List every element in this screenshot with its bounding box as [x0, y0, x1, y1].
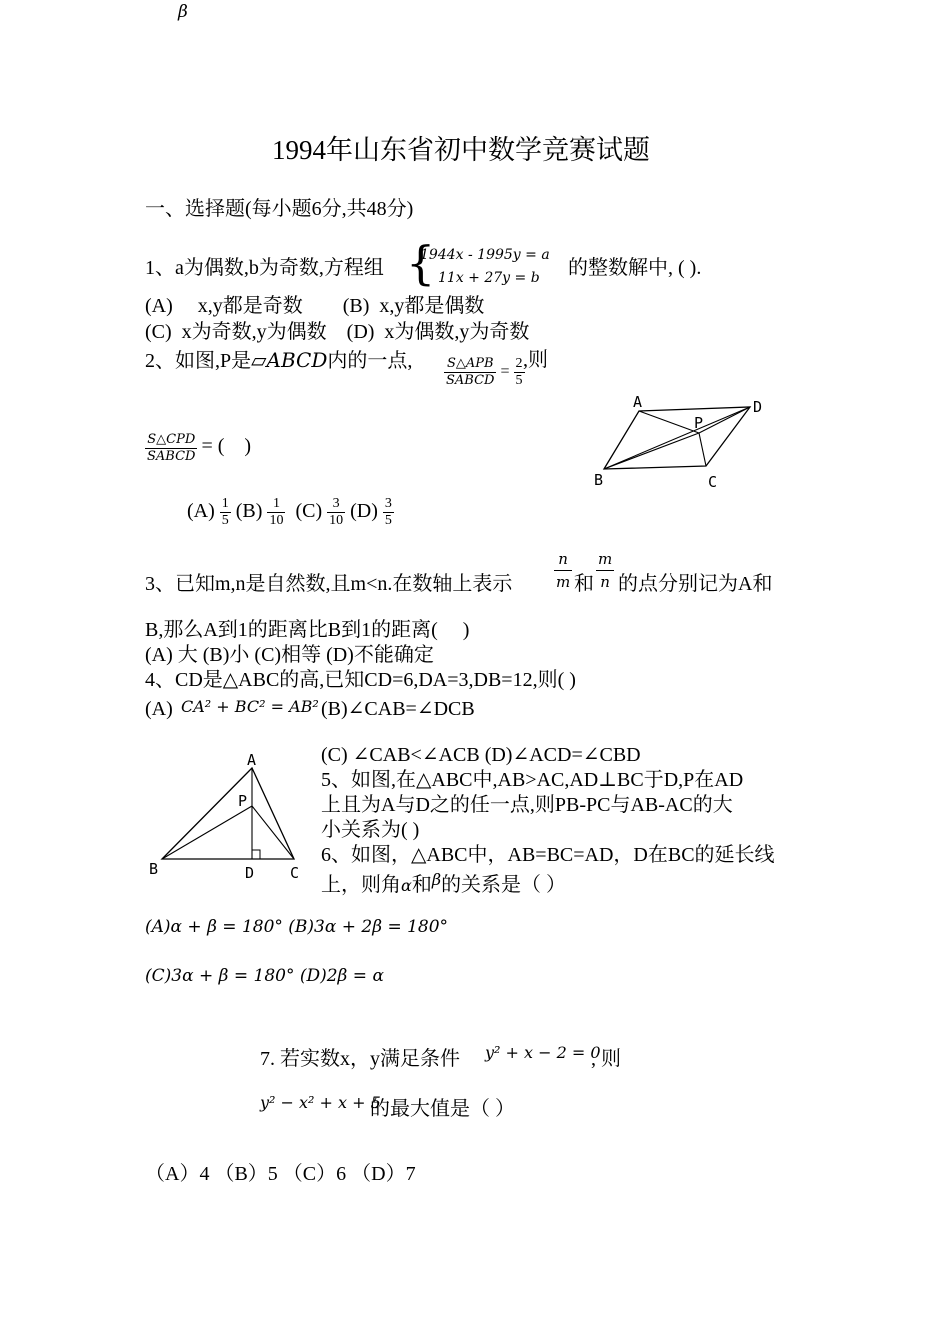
segment-cp [699, 433, 706, 466]
q4-option-a-expression: CA² + BC² = AB² [181, 697, 319, 716]
q2-question [145, 348, 412, 373]
q2-option-d-den: 5 [384, 513, 392, 528]
label-p: P [238, 792, 248, 810]
triangle-abc [162, 768, 294, 859]
q6-alpha: α [401, 876, 412, 895]
q6-line-2 [321, 870, 567, 898]
q3-f2-num: m [596, 548, 614, 571]
segment-bp [604, 433, 699, 469]
label-c: C [290, 864, 300, 882]
q2-mid: 内的一点, [327, 350, 413, 372]
q2-ratio-denominator: SABCD [446, 373, 495, 388]
q3-line-2: B,那么A到1的距离比B到1的距离( ) [145, 619, 470, 641]
q2-asked-denominator: SABCD [147, 449, 196, 464]
q1-equation-2: 11x + 27y = b [438, 270, 540, 286]
label-d: D [753, 398, 763, 416]
q1-options-cd: (C) x为奇数,y为偶数 (D) x为偶数,y为奇数 [145, 321, 530, 343]
q2-option-a-label: (A) [187, 500, 215, 523]
q5-line-2: 上且为A与D之的任一点,则PB-PC与AB-AC的大 [321, 794, 733, 816]
q2-prefix: 2、如图,P是 [145, 350, 252, 372]
q2-option-c-num: 3 [327, 496, 345, 513]
q4-question: 4、CD是△ABC的高,已知CD=6,DA=3,DB=12,则( ) [145, 669, 576, 691]
q6-options-ab: (A)α + β = 180° (B)3α + 2β = 180° [145, 917, 449, 937]
q3-f2-den: n [600, 573, 610, 591]
q2-then: ,则 [523, 349, 548, 371]
segment-ap [639, 411, 699, 433]
q5-line-3: 小关系为( ) [321, 819, 420, 841]
q2-option-b-num: 1 [267, 496, 285, 513]
q2-ratio-value-num: 2 [515, 356, 523, 371]
q6-beta: β [431, 870, 442, 889]
q2-asked-numerator: S△CPD [145, 432, 197, 449]
q3-f1-den: m [556, 573, 571, 591]
q2-option-d-label: (D) [350, 500, 378, 523]
diagonal-bd [604, 407, 750, 469]
q2-ratio-value-den: 5 [515, 373, 523, 388]
label-b: B [149, 860, 159, 878]
label-a: A [633, 393, 643, 411]
q1-options-ab: (A) x,y都是奇数 (B) x,y都是偶数 [145, 295, 485, 317]
q1-suffix: 的整数解中, ( ). [568, 257, 702, 279]
q6-line-2-a: 上，则角 [321, 874, 401, 896]
q2-option-a-num: 1 [221, 496, 229, 511]
label-c: C [708, 473, 718, 490]
label-a: A [247, 751, 257, 769]
q2-option-c-label: (C) [295, 500, 323, 523]
q6-line-2-b: 和 [411, 874, 432, 896]
q3-prefix: 3、已知m,n是自然数,且m<n.在数轴上表示 [145, 573, 513, 595]
q7-options: （A）4 （B）5 （C）6 （D）7 [145, 1163, 416, 1185]
q4-options-cd: (C) ∠CAB<∠ACB (D)∠ACD=∠CBD [321, 744, 641, 766]
segment-dp [699, 407, 750, 433]
q2-asked-rest: = ( ) [201, 435, 252, 458]
q7-line-2: 的最大值是（ ） [370, 1098, 515, 1120]
q2-parallelogram: ▱ABCD [251, 348, 328, 372]
q2-ratio-numerator: S△APB [444, 356, 496, 373]
q7-condition: y² + x − 2 = 0 [485, 1043, 601, 1062]
q2-option-b-den: 10 [269, 513, 284, 528]
q2-ratio-equals: = [500, 363, 510, 381]
q4-option-a-label: (A) [145, 698, 173, 720]
label-d: D [245, 864, 255, 882]
page-title: 1994年山东省初中数学竞赛试题 [272, 135, 650, 165]
q7-line-1-a: 7. 若实数x，y满足条件 [260, 1048, 460, 1070]
right-angle-mark [252, 850, 260, 859]
q3-and: 和 [574, 573, 594, 595]
label-p: P [694, 414, 704, 432]
q1-brace: { [406, 236, 436, 290]
q1-prefix: 1、a为偶数,b为奇数,方程组 [145, 257, 384, 279]
header-beta-symbol: β [178, 2, 188, 22]
q2-option-a-den: 5 [221, 513, 229, 528]
q7-expression: y² − x² + x + 5 [260, 1093, 381, 1112]
q2-parallelogram-figure [590, 390, 770, 490]
q2-option-d-num: 3 [384, 496, 392, 511]
q3-suffix: 的点分别记为A和 [618, 573, 773, 595]
q3-fraction-m-over-n [596, 548, 614, 593]
q3-f1-num: n [554, 548, 572, 571]
q2-option-b-label: (B) [235, 500, 263, 523]
q2-asked-ratio [145, 432, 251, 465]
q2-given-ratio [444, 356, 525, 389]
q6-options-cd: (C)3α + β = 180° (D)2β = α [145, 966, 384, 986]
q3-options: (A) 大 (B)小 (C)相等 (D)不能确定 [145, 644, 434, 666]
q6-line-2-c: 的关系是（ ） [441, 874, 567, 896]
q4-option-b: (B)∠CAB=∠DCB [321, 698, 475, 720]
q5-triangle-figure [145, 748, 315, 888]
q2-options [187, 496, 394, 529]
q3-fraction-n-over-m [554, 548, 572, 593]
section-heading: 一、选择题(每小题6分,共48分) [145, 198, 414, 220]
q2-option-c-den: 10 [329, 513, 344, 528]
q6-line-1: 6、如图，△ABC中，AB=BC=AD，D在BC的延长线 [321, 844, 775, 866]
q5-line-1: 5、如图,在△ABC中,AB>AC,AD⊥BC于D,P在AD [321, 769, 744, 791]
q7-line-1-b: , 则 [591, 1048, 621, 1070]
q1-equation-1: 1944x - 1995y = a [420, 247, 550, 263]
label-b: B [594, 471, 604, 489]
